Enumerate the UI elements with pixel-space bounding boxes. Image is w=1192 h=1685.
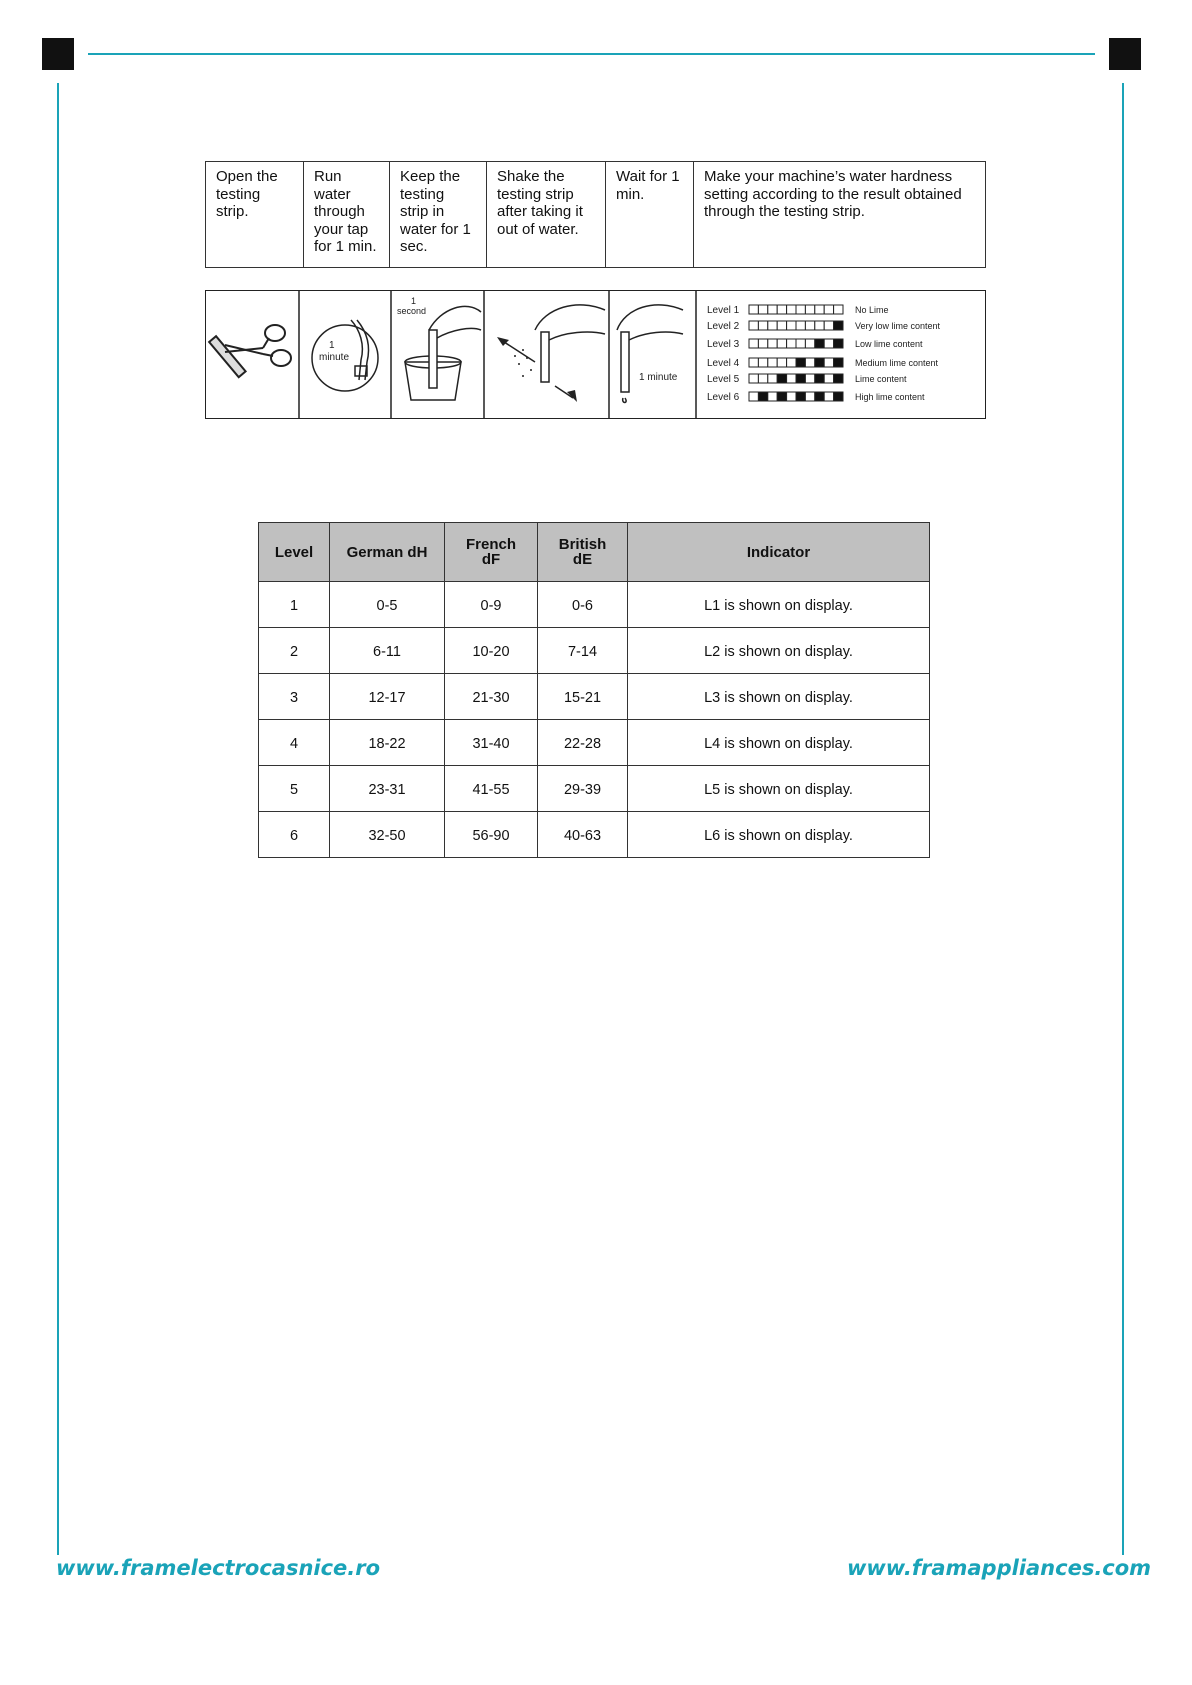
strip-pad bbox=[786, 374, 795, 383]
strip-pad bbox=[814, 321, 823, 330]
strip-pad bbox=[786, 339, 795, 348]
cup-icon bbox=[405, 306, 481, 400]
arrow-right bbox=[567, 390, 577, 402]
cell-german: 18-22 bbox=[330, 720, 445, 766]
strip-pad bbox=[805, 358, 814, 367]
table-row bbox=[259, 674, 930, 720]
cell-british: 7-14 bbox=[538, 628, 628, 674]
strip-pad bbox=[814, 358, 823, 367]
strip-pad bbox=[758, 321, 767, 330]
strip-pad bbox=[786, 358, 795, 367]
footer-link-ro[interactable]: www.framelectrocasnice.ro bbox=[56, 1556, 381, 1580]
strip-pad bbox=[796, 374, 805, 383]
cell-french: 41-55 bbox=[445, 766, 538, 812]
hardness-table bbox=[258, 522, 930, 858]
table-header-row bbox=[259, 523, 930, 582]
cell-level: 6 bbox=[259, 812, 330, 858]
header-level: Level bbox=[259, 523, 330, 582]
wait-icon bbox=[617, 304, 683, 402]
header-french: French dF bbox=[445, 523, 538, 582]
cell-german: 0-5 bbox=[330, 582, 445, 628]
strip-pad bbox=[814, 374, 823, 383]
cell-level: 5 bbox=[259, 766, 330, 812]
header-german: German dH bbox=[330, 523, 445, 582]
step-cell: Open the testing strip. bbox=[206, 162, 304, 268]
header-indicator: Indicator bbox=[628, 523, 930, 582]
table-row bbox=[259, 628, 930, 674]
strip-pad bbox=[805, 374, 814, 383]
strip-level-label: Level 6 bbox=[706, 391, 739, 403]
cell-british: 29-39 bbox=[538, 766, 628, 812]
table-row bbox=[259, 582, 930, 628]
strip-pad bbox=[758, 339, 767, 348]
strip-pad bbox=[749, 392, 758, 401]
strip-pad bbox=[767, 321, 776, 330]
top-rule bbox=[88, 53, 1095, 55]
strip-pad bbox=[833, 374, 842, 383]
strip-pad bbox=[805, 305, 814, 314]
strip-pad bbox=[749, 305, 758, 314]
step-cell: Shake the testing strip after taking it out of water. bbox=[487, 162, 606, 268]
strip-pad bbox=[833, 392, 842, 401]
strip-pad bbox=[824, 321, 833, 330]
footer-link-com[interactable]: www.framappliances.com bbox=[847, 1556, 1152, 1580]
strip-pad bbox=[824, 339, 833, 348]
strip-level-desc: Medium lime content bbox=[854, 357, 938, 368]
cell-indicator: L6 is shown on display. bbox=[628, 812, 930, 858]
strip-pad bbox=[767, 305, 776, 314]
cell-german: 23-31 bbox=[330, 766, 445, 812]
cell-indicator: L1 is shown on display. bbox=[628, 582, 930, 628]
strip-pad bbox=[786, 321, 795, 330]
strip-pad bbox=[824, 392, 833, 401]
strip-pad bbox=[814, 392, 823, 401]
strip-pad bbox=[796, 392, 805, 401]
right-rule bbox=[1122, 83, 1124, 1555]
strip-level-label: Level 3 bbox=[706, 338, 739, 350]
strip-pad bbox=[767, 374, 776, 383]
cell-indicator: L3 is shown on display. bbox=[628, 674, 930, 720]
cell-british: 0-6 bbox=[538, 582, 628, 628]
strip-pad bbox=[777, 392, 786, 401]
cell-french: 21-30 bbox=[445, 674, 538, 720]
strip-pad bbox=[833, 358, 842, 367]
wait-label: 1 minute bbox=[638, 371, 677, 383]
corner-mark-right bbox=[1109, 38, 1141, 70]
corner-mark-left bbox=[42, 38, 74, 70]
strip-pad bbox=[777, 374, 786, 383]
strip-pad bbox=[749, 374, 758, 383]
strip-pad bbox=[758, 358, 767, 367]
strip-pad bbox=[833, 305, 842, 314]
cell-british: 40-63 bbox=[538, 812, 628, 858]
strip-level-desc: High lime content bbox=[854, 391, 925, 402]
illustration-svg bbox=[205, 290, 986, 419]
strip-pad bbox=[777, 305, 786, 314]
strip-pad bbox=[758, 392, 767, 401]
strip-pad bbox=[758, 305, 767, 314]
strip-pad bbox=[805, 339, 814, 348]
cell-german: 6-11 bbox=[330, 628, 445, 674]
cell-indicator: L2 is shown on display. bbox=[628, 628, 930, 674]
strip-level-desc: Low lime content bbox=[854, 338, 923, 349]
table-row bbox=[259, 720, 930, 766]
cell-level: 2 bbox=[259, 628, 330, 674]
strip-pad bbox=[767, 339, 776, 348]
strip-level-label: Level 5 bbox=[706, 373, 739, 385]
strip-pad bbox=[833, 321, 842, 330]
strip-pad bbox=[796, 358, 805, 367]
minute-label-1: 1 bbox=[328, 339, 335, 351]
cell-german: 12-17 bbox=[330, 674, 445, 720]
cell-level: 1 bbox=[259, 582, 330, 628]
strip-pad bbox=[749, 321, 758, 330]
strip-pad bbox=[796, 321, 805, 330]
illustration-strip bbox=[205, 290, 986, 419]
strip-pad bbox=[777, 358, 786, 367]
shake-icon bbox=[501, 304, 605, 397]
cell-french: 56-90 bbox=[445, 812, 538, 858]
strip-pad bbox=[824, 305, 833, 314]
table-row bbox=[259, 766, 930, 812]
strip-pad bbox=[805, 321, 814, 330]
cell-german: 32-50 bbox=[330, 812, 445, 858]
cell-indicator: L5 is shown on display. bbox=[628, 766, 930, 812]
step-cell: Make your machine’s water hardness setting according to the result obtained through the testing strip. bbox=[694, 162, 986, 268]
strip-pad bbox=[767, 392, 776, 401]
strip-level-legend bbox=[707, 305, 941, 403]
strip-pad bbox=[824, 358, 833, 367]
strip-pad bbox=[814, 339, 823, 348]
strip-level-label: Level 2 bbox=[706, 320, 739, 332]
header-british: British dE bbox=[538, 523, 628, 582]
cell-french: 0-9 bbox=[445, 582, 538, 628]
step-cell: Keep the testing strip in water for 1 sec. bbox=[390, 162, 487, 268]
left-rule bbox=[57, 83, 59, 1555]
strip-level-desc: Very low lime content bbox=[854, 320, 940, 331]
cell-indicator: L4 is shown on display. bbox=[628, 720, 930, 766]
strip-pad bbox=[833, 339, 842, 348]
cell-level: 4 bbox=[259, 720, 330, 766]
scissors-icon bbox=[209, 325, 291, 377]
step-cell: Wait for 1 min. bbox=[606, 162, 694, 268]
strip-level-desc: Lime content bbox=[854, 373, 907, 384]
cell-french: 31-40 bbox=[445, 720, 538, 766]
strip-pad bbox=[814, 305, 823, 314]
strip-pad bbox=[805, 392, 814, 401]
strip-pad bbox=[796, 339, 805, 348]
strip-pad bbox=[786, 392, 795, 401]
strip-level-desc: No Lime bbox=[854, 304, 889, 315]
strip-pad bbox=[796, 305, 805, 314]
strip-pad bbox=[767, 358, 776, 367]
step-cell: Run water through your tap for 1 min. bbox=[304, 162, 390, 268]
strip-pad bbox=[749, 339, 758, 348]
cell-french: 10-20 bbox=[445, 628, 538, 674]
spray-dots bbox=[514, 349, 532, 377]
minute-label-2: minute bbox=[318, 351, 349, 363]
strip-pad bbox=[749, 358, 758, 367]
cell-level: 3 bbox=[259, 674, 330, 720]
table-row bbox=[259, 812, 930, 858]
second-label-1: 1 bbox=[410, 295, 416, 306]
strip-pad bbox=[786, 305, 795, 314]
cell-british: 15-21 bbox=[538, 674, 628, 720]
strip-pad bbox=[777, 339, 786, 348]
steps-table bbox=[205, 161, 986, 268]
strip-pad bbox=[777, 321, 786, 330]
strip-level-label: Level 1 bbox=[706, 304, 739, 316]
cell-british: 22-28 bbox=[538, 720, 628, 766]
strip-pad bbox=[758, 374, 767, 383]
strip-pad bbox=[824, 374, 833, 383]
strip-level-label: Level 4 bbox=[706, 357, 739, 369]
second-label-2: second bbox=[396, 305, 426, 316]
